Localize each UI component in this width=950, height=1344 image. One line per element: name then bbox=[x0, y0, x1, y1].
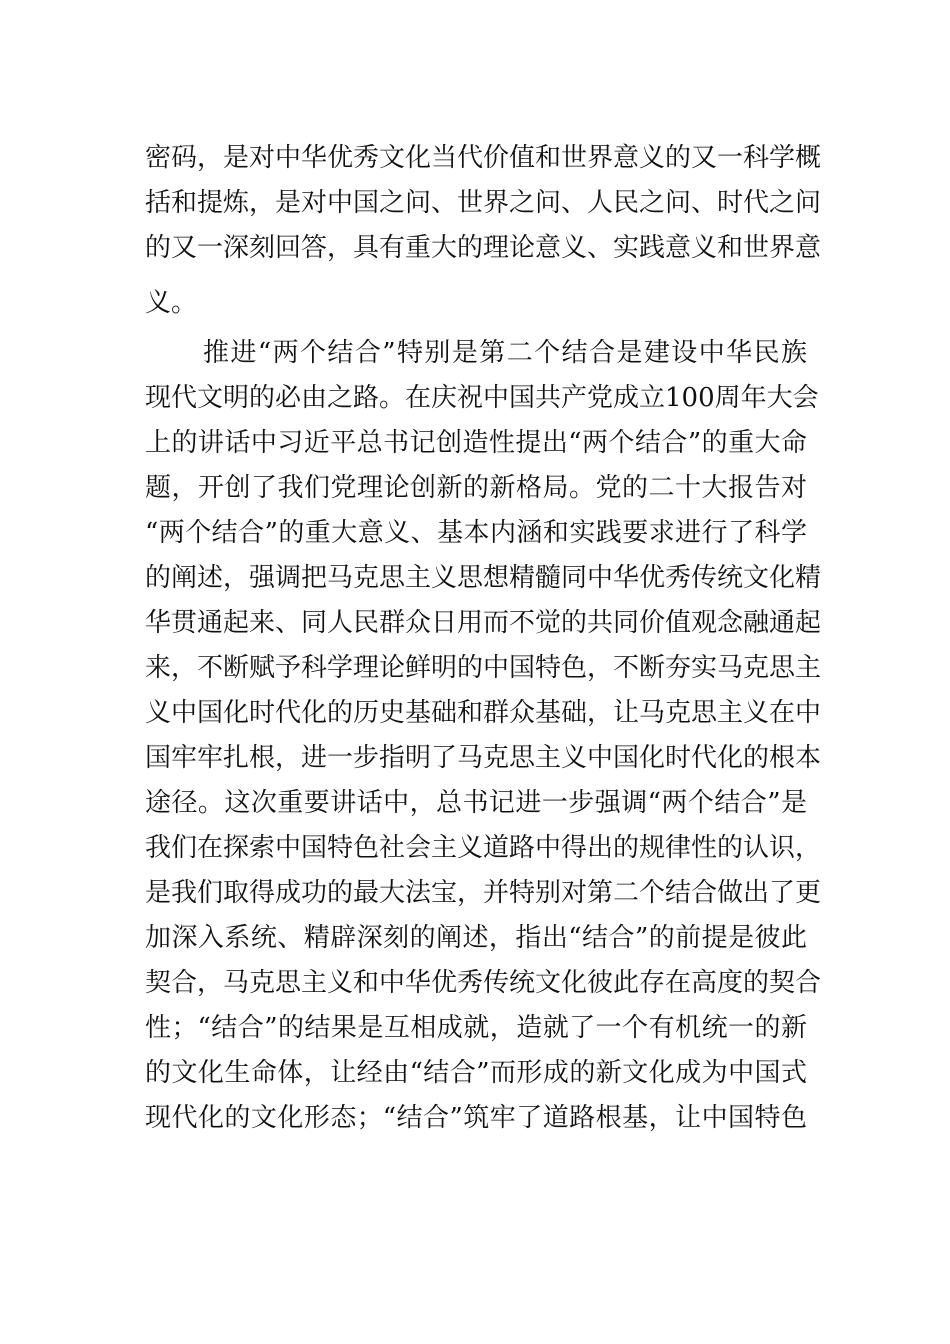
paragraph-line: “两个结合”的重大意义、基本内涵和实践要求进行了科学 bbox=[145, 518, 807, 548]
paragraph-line: 括和提炼，是对中国之问、世界之问、人民之问、时代之问 bbox=[145, 188, 822, 218]
paragraph-line: 义。 bbox=[145, 288, 198, 318]
paragraph-line: 国牢牢扎根，进一步指明了马克思主义中国化时代化的根本 bbox=[145, 743, 822, 773]
paragraph-line: 契合，马克思主义和中华优秀传统文化彼此存在高度的契合 bbox=[145, 968, 822, 998]
paragraph-line: 义中国化时代化的历史基础和群众基础，让马克思主义在中 bbox=[145, 698, 822, 728]
paragraph-line: 来，不断赋予科学理论鲜明的中国特色，不断夯实马克思主 bbox=[145, 653, 822, 683]
paragraph-line: 性；“结合”的结果是互相成就，造就了一个有机统一的新 bbox=[145, 1013, 807, 1043]
paragraph-line: 华贯通起来、同人民群众日用而不觉的共同价值观念融通起 bbox=[145, 608, 822, 638]
paragraph-line: 的又一深刻回答，具有重大的理论意义、实践意义和世界意 bbox=[145, 233, 822, 263]
paragraph-line: 途径。这次重要讲话中，总书记进一步强调“两个结合”是 bbox=[145, 788, 807, 818]
paragraph-line: 现代化的文化形态；“结合”筑牢了道路根基，让中国特色 bbox=[145, 1103, 807, 1133]
paragraph-line: 推进“两个结合”特别是第二个结合是建设中华民族 bbox=[203, 338, 807, 368]
paragraph-line: 的阐述，强调把马克思主义思想精髓同中华优秀传统文化精 bbox=[145, 563, 822, 593]
paragraph-line: 题，开创了我们党理论创新的新格局。党的二十大报告对 bbox=[145, 473, 807, 503]
paragraph-line: 上的讲话中习近平总书记创造性提出“两个结合”的重大命 bbox=[145, 428, 807, 458]
paragraph-line: 我们在探索中国特色社会主义道路中得出的规律性的认识， bbox=[145, 833, 822, 863]
paragraph-line: 密码，是对中华优秀文化当代价值和世界意义的又一科学概 bbox=[145, 143, 822, 173]
paragraph-line: 加深入系统、精辟深刻的阐述，指出“结合”的前提是彼此 bbox=[145, 923, 807, 953]
paragraph-line: 是我们取得成功的最大法宝，并特别对第二个结合做出了更 bbox=[145, 878, 822, 908]
paragraph-line: 现代文明的必由之路。在庆祝中国共产党成立100周年大会 bbox=[145, 383, 819, 413]
paragraph-line: 的文化生命体，让经由“结合”而形成的新文化成为中国式 bbox=[145, 1058, 807, 1088]
